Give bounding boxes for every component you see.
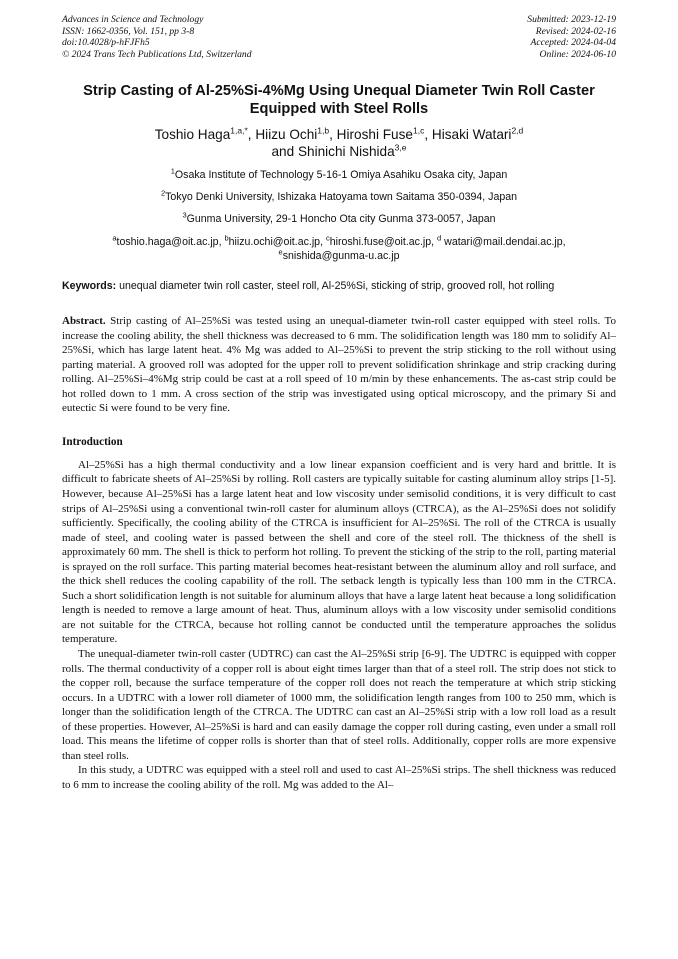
affiliation-marker: 2 [160,188,166,198]
author-affiliation-marker: 1,c [412,125,425,136]
date-revised: Revised: 2024-02-16 [535,25,616,37]
keywords [62,279,616,293]
author-affiliation-marker: 1,b [317,125,330,136]
introduction-paragraph: The unequal-diameter twin-roll caster (UDTRC) can cast the Al–25%Si strip [6-9]. The UDTRC is equipped with copper rolls. The thermal conductivity of a copper roll is about eight times larger than that of a steel roll. The strip does not stick to the copper roll, because the surface temperature of the copper roll does not reach the temperature at which strip sticking occurs. In a UDTRC with a lower roll diameter of 1000 mm, the solidification length ranges from 100 to 250 mm, which is longer than the solidification length of the CTRCA. The UDTRC can cast an Al–25%Si strip with a low roll load as a result of these properties. However, Al–25%Si is hard and can easily damage the copper roll during casting, even under a small roll load. This means the lifetime of copper rolls is shorter than that of steel rolls. Additionally, copper rolls are more expensive than steel rolls. [62,647,616,762]
introduction-paragraph: In this study, a UDTRC was equipped with a steel roll and used to cast Al–25%Si strips. The shell thickness was reduced to 6 mm to increase the cooling ability of the roll. Mg was added to the Al– [62,764,616,791]
author-name: , Hiizu Ochi [247,127,318,143]
author-list [62,126,616,160]
paper-title: Strip Casting of Al-25%Si-4%Mg Using Unequal Diameter Twin Roll Caster Equipped with Steel Rolls [83,83,595,118]
author-name: Toshio Haga [154,127,231,143]
email-link[interactable]: snishida@gunma-u.ac.jp [282,250,400,263]
author-name: and Shinichi Nishida [271,144,395,160]
email-link[interactable]: toshio.haga@oit.ac.jp, [116,236,225,249]
abstract [62,314,616,416]
author-name: , Hisaki Watari [424,127,512,143]
author-affiliation-marker: 3,e [394,142,407,153]
journal-info [62,14,252,60]
keywords-text: unequal diameter twin roll caster, steel roll, Al-25%Si, sticking of strip, grooved roll, hot rolling [116,280,555,293]
section-heading-introduction: Introduction [62,435,123,448]
date-submitted: Submitted: 2023-12-19 [527,14,616,25]
introduction-paragraph: Al–25%Si has a high thermal conductivity and a low linear expansion coefficient and is very hard and brittle. It is difficult to fabricate sheets of Al–25%Si by rolling. Roll casters are typically suitable for casting aluminum alloy strips [1-5]. However, because Al–25%Si has a large latent heat and low viscosity under semisolid conditions, it is very difficult to cast strips of Al–25%Si using a conventional twin-roll caster for aluminum alloys (CTRCA), as the Al–25%Si does not solidify sufficiently. Specifically, the cooling ability of the CTRCA is insufficient for Al–25%Si. The roll of the CTRCA is usually made of steel, and cooling water is passed between the shell and core of the steel roll. The thickness of the shell is approximately 60 mm. The shell is thick to perform hot rolling. To prevent the sticking of the strip to the roll, parting material is sprayed on the roll surface. This parting material becomes heat-resistant between the aluminum alloy and roll surface, and the thick shell reduces the cooling capability of the roll. The setback length is typically less than 100 mm in the CTRCA. Such a short solidification length is not suitable for aluminum alloys that have a large latent heat because a long solidification length is needed to remove a large amount of heat. Thus, aluminum alloys with a low viscosity under semisolid conditions are not suitable for the CTRCA, because hot rolling cannot be conducted until the temperature approaches the solidus temperature. [62,458,616,646]
affiliation [62,210,616,226]
affiliation-text: Osaka Institute of Technology 5-16-1 Omiya Asahiku Osaka city, Japan [174,169,508,182]
copyright: © 2024 Trans Tech Publications Ltd, Switzerland [62,48,252,60]
email-marker: c [325,233,330,243]
email-marker: a [112,233,117,243]
abstract-label: Abstract. [62,315,106,328]
affiliation [62,188,616,204]
author-affiliation-marker: 2,d [511,125,524,136]
date-online: Online: 2024-06-10 [539,48,616,60]
author-name: , Hiroshi Fuse [329,127,413,143]
abstract-text: Strip casting of Al–25%Si was tested using an unequal-diameter twin-roll caster equipped with steel rolls. To increase the cooling ability, the shell thickness was decreased to 6 mm. The solidification length was 180 mm to solidify Al–25%Si, which has large latent heat. 4% Mg was added to Al–25%Si to prevent the strip sticking to the roll without using parting material. A grooved roll was adopted for the upper roll to prevent solidification shrinkage and strip cracking during rolling. Al–25%Si–4%Mg strip could be cast at a roll speed of 10 m/min by these enhancements. The as-cast strip could be hot rolled down to 1 mm. A cross section of the strip was investigated using optical microscopy, and the primary Si and eutectic Si were found to be very fine. [62,315,616,415]
email-link[interactable]: hiizu.ochi@oit.ac.jp, [228,236,326,249]
journal-name: Advances in Science and Technology [62,14,204,25]
email-link[interactable]: hiroshi.fuse@oit.ac.jp, [329,236,438,249]
issn-volume: ISSN: 1662-0356, Vol. 151, pp 3-8 [62,25,195,37]
author-emails [62,235,616,263]
email-marker: d [437,233,442,243]
publication-dates [527,14,616,60]
email-link[interactable]: watari@mail.dendai.ac.jp, [441,236,566,249]
author-affiliation-marker: 1,a,* [230,125,248,136]
email-marker: b [224,233,229,243]
affiliation-text: Tokyo Denki University, Ishizaka Hatoyama town Saitama 350-0394, Japan [165,191,518,204]
doi[interactable]: doi:10.4028/p-hFJFh5 [62,37,150,49]
affiliation-marker: 1 [170,166,175,176]
affiliation [62,166,616,182]
affiliation-marker: 3 [182,210,187,220]
date-accepted: Accepted: 2024-04-04 [530,37,616,49]
affiliation-text: Gunma University, 29-1 Honcho Ota city Gunma 373-0057, Japan [186,213,496,226]
email-marker: e [278,247,283,257]
keywords-label: Keywords: [62,280,117,293]
publication-header [62,14,616,60]
